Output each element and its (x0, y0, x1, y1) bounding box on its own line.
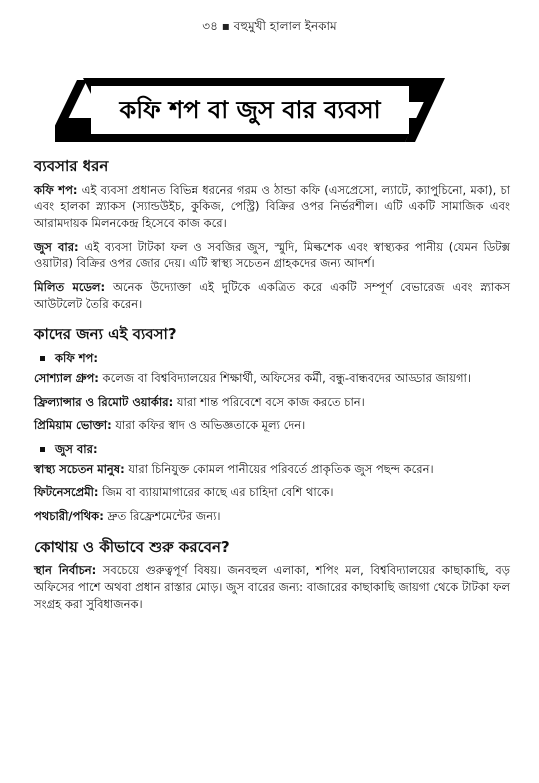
body-text: জিম বা ব্যায়ামাগারের কাছে এর চাহিদা বেশি থাকে। (98, 485, 334, 500)
section-heading: কাদের জন্য এই ব্যবসা? (34, 325, 177, 344)
term: ফ্রিল্যান্সার ও রিমোট ওয়ার্কার: (34, 394, 174, 409)
term: স্থান নির্বাচন: (34, 563, 97, 578)
term: সোশ্যাল গ্রুপ: (34, 370, 99, 385)
body-text: যারা শান্ত পরিবেশে বসে কাজ করতে চান। (173, 394, 365, 409)
page-content (34, 156, 510, 624)
bullet-item (34, 441, 510, 458)
paragraph (34, 370, 510, 387)
body-text: যারা চিনিযুক্ত কোমল পানীয়ের পরিবর্তে প্রাকৃতিক জুস পছন্দ করেন। (124, 461, 434, 476)
bullet-icon (40, 356, 45, 361)
section-business-types (34, 156, 510, 312)
term: পথচারী/পথিক: (34, 508, 104, 523)
paragraph (34, 279, 510, 312)
paragraph (34, 417, 510, 434)
paragraph (34, 394, 510, 411)
bullet-label: জুস বার: (55, 441, 98, 456)
body-text: যারা কফির স্বাদ ও অভিজ্ঞতাকে মূল্য দেন। (111, 418, 306, 433)
paragraph (34, 562, 510, 612)
paragraph (34, 239, 510, 272)
body-text: সবচেয়ে গুরুত্বপূর্ণ বিষয়। জনবহুল এলাকা, শপিং মল, বিশ্ববিদ্যালয়ের কাছাকাছি, বড় অফিসের পাশে অথবা প্রধান রাস্তার মোড়। জুস বারের জন্য: বাজারের কাছাকাছি জায়গা থেকে টাটকা ফল সংগ্রহ করা সুবিধাজনক। (34, 563, 510, 611)
term: জুস বার: (34, 239, 79, 254)
body-text: এই ব্যবসা প্রধানত বিভিন্ন ধরনের গরম ও ঠান্ডা কফি (এসপ্রেসো, ল্যাটে, ক্যাপুচিনো, মকা), চা এবং হালকা স্ন্যাকস (স্যান্ডউইচ, কুকিজ, পেস্ট্রি) বিক্রির ওপর নির্ভরশীল। এটি একটি সামাজিক এবং আরামদায়ক মিলনকেন্দ্র হিসেবে কাজ করে। (34, 182, 510, 231)
bullet-icon (40, 447, 45, 452)
running-header: ৩৪ ▪ বহুমুখী হালাল ইনকাম (202, 19, 337, 33)
bullet-label: কফি শপ: (55, 351, 98, 366)
section-how-to-start (34, 537, 510, 613)
paragraph (34, 182, 510, 232)
section-heading: কোথায় ও কীভাবে শুরু করবেন? (34, 537, 230, 556)
term: স্বাস্থ্য সচেতন মানুষ: (34, 461, 125, 476)
section-target-customers (34, 324, 510, 524)
paragraph (34, 484, 510, 501)
paragraph (34, 461, 510, 478)
body-text: কলেজ বা বিশ্ববিদ্যালয়ের শিক্ষার্থী, অফিসের কর্মী, বন্ধু-বান্ধবদের আড্ডার জায়গা। (98, 370, 471, 385)
body-text: এই ব্যবসা টাটকা ফল ও সবজির জুস, স্মুদি, মিল্কশেক এবং স্বাস্থ্যকর পানীয় (যেমন ডিটক্স ওয়াটার) বিক্রির ওপর জোর দেয়। এটি স্বাস্থ্য সচেতন গ্রাহকদের জন্য আদর্শ। (34, 239, 510, 271)
title-banner (55, 72, 445, 150)
chapter-title: কফি শপ বা জুস বার ব্যবসা (119, 96, 381, 124)
section-heading: ব্যবসার ধরন (34, 157, 109, 175)
bullet-item (34, 350, 510, 367)
body-text: অনেক উদ্যোক্তা এই দুটিকে একত্রিত করে একটি সম্পূর্ণ বেভারেজ এবং স্ন্যাকস আউটলেট তৈরি করেন। (34, 280, 510, 311)
paragraph (34, 508, 510, 525)
term: ফিটনেসপ্রেমী: (34, 485, 99, 500)
term: কফি শপ: (34, 182, 78, 197)
term: মিলিত মডেল: (34, 280, 106, 295)
body-text: দ্রুত রিফ্রেশমেন্টের জন্য। (103, 508, 221, 523)
term: প্রিমিয়াম ভোক্তা: (34, 418, 112, 433)
